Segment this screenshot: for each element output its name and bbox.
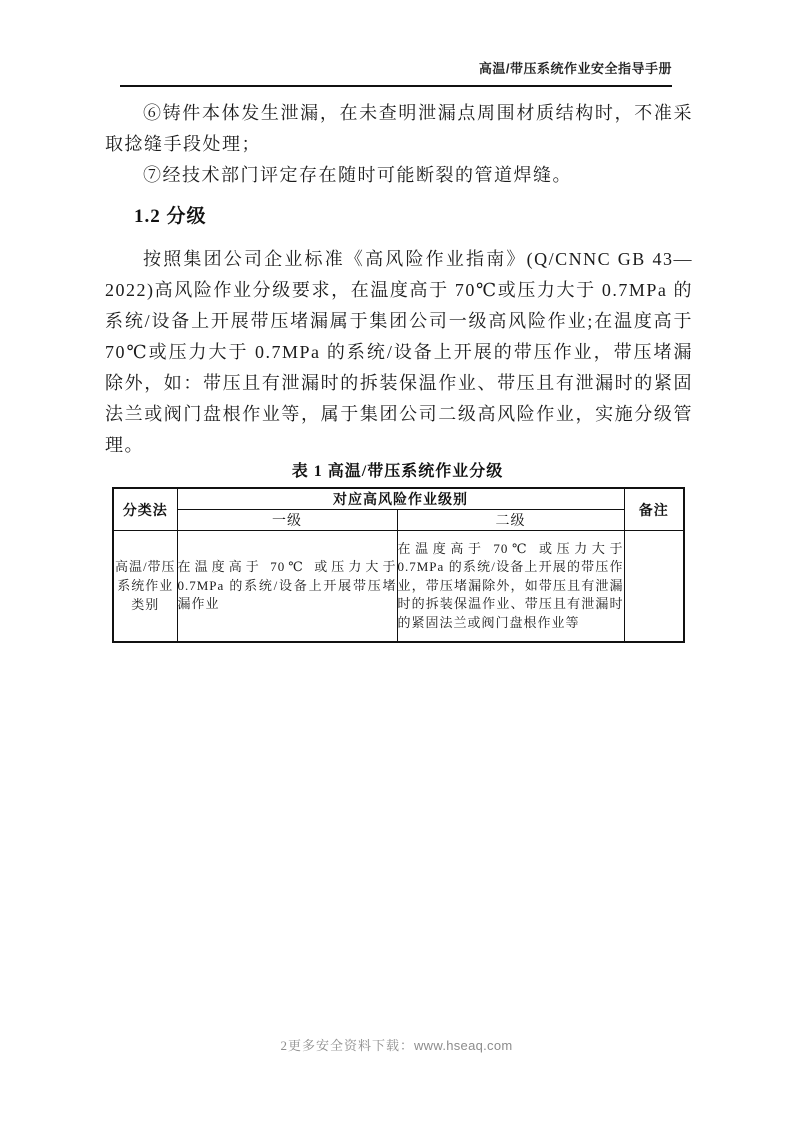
col-header-category: 分类法	[113, 488, 177, 531]
col-header-level2: 二级	[397, 510, 624, 531]
header-divider	[120, 85, 672, 87]
paragraph-item-7: ⑦经技术部门评定存在随时可能断裂的管道焊缝。	[143, 165, 572, 185]
grading-table	[112, 487, 685, 643]
table-header-row-2	[113, 510, 684, 531]
page-footer	[0, 1037, 793, 1055]
section-paragraph: 按照集团公司企业标准《高风险作业指南》(Q/CNNC GB 43—2022)高风险作业分级要求，在温度高于 70℃或压力大于 0.7MPa 的系统/设备上开展带压堵漏属于集团公司一级高风险作业;在温度高于 70℃或压力大于 0.7MPa 的系统/设备上开展的带压作业，带压堵漏除外，如：带压且有泄漏时的拆装保温作业、带压且有泄漏时的紧固法兰或阀门盘根作业等，属于集团公司二级高风险作业，实施分级管理。	[105, 249, 693, 455]
table-caption: 表 1 高温/带压系统作业分级	[291, 463, 504, 480]
header-title: 高温/带压系统作业安全指导手册	[478, 61, 672, 76]
cell-category: 高温/带压系统作业类别	[113, 531, 177, 642]
page-header	[120, 60, 672, 78]
section-heading: 1.2 分级	[134, 206, 207, 227]
footer-text: 2更多安全资料下载：	[280, 1038, 414, 1053]
table-header-row-1	[113, 488, 684, 510]
cell-level1: 在温度高于 70℃ 或压力大于 0.7MPa 的系统/设备上开展带压堵漏作业	[177, 531, 397, 642]
table-row	[113, 531, 684, 642]
cell-remarks	[624, 531, 684, 642]
content-area	[105, 98, 693, 643]
col-header-level1: 一级	[177, 510, 397, 531]
cell-level2: 在温度高于 70℃ 或压力大于 0.7MPa 的系统/设备上开展的带压作业，带压堵漏除外，如带压且有泄漏时的拆装保温作业、带压且有泄漏时的紧固法兰或阀门盘根作业等	[397, 531, 624, 642]
col-header-remarks: 备注	[624, 488, 684, 531]
footer-link[interactable]: www.hseaq.com	[413, 1038, 513, 1053]
paragraph-item-6: ⑥铸件本体发生泄漏，在未查明泄漏点周围材质结构时，不准采取捻缝手段处理；	[105, 103, 693, 154]
col-header-risk-group: 对应高风险作业级别	[177, 488, 624, 510]
